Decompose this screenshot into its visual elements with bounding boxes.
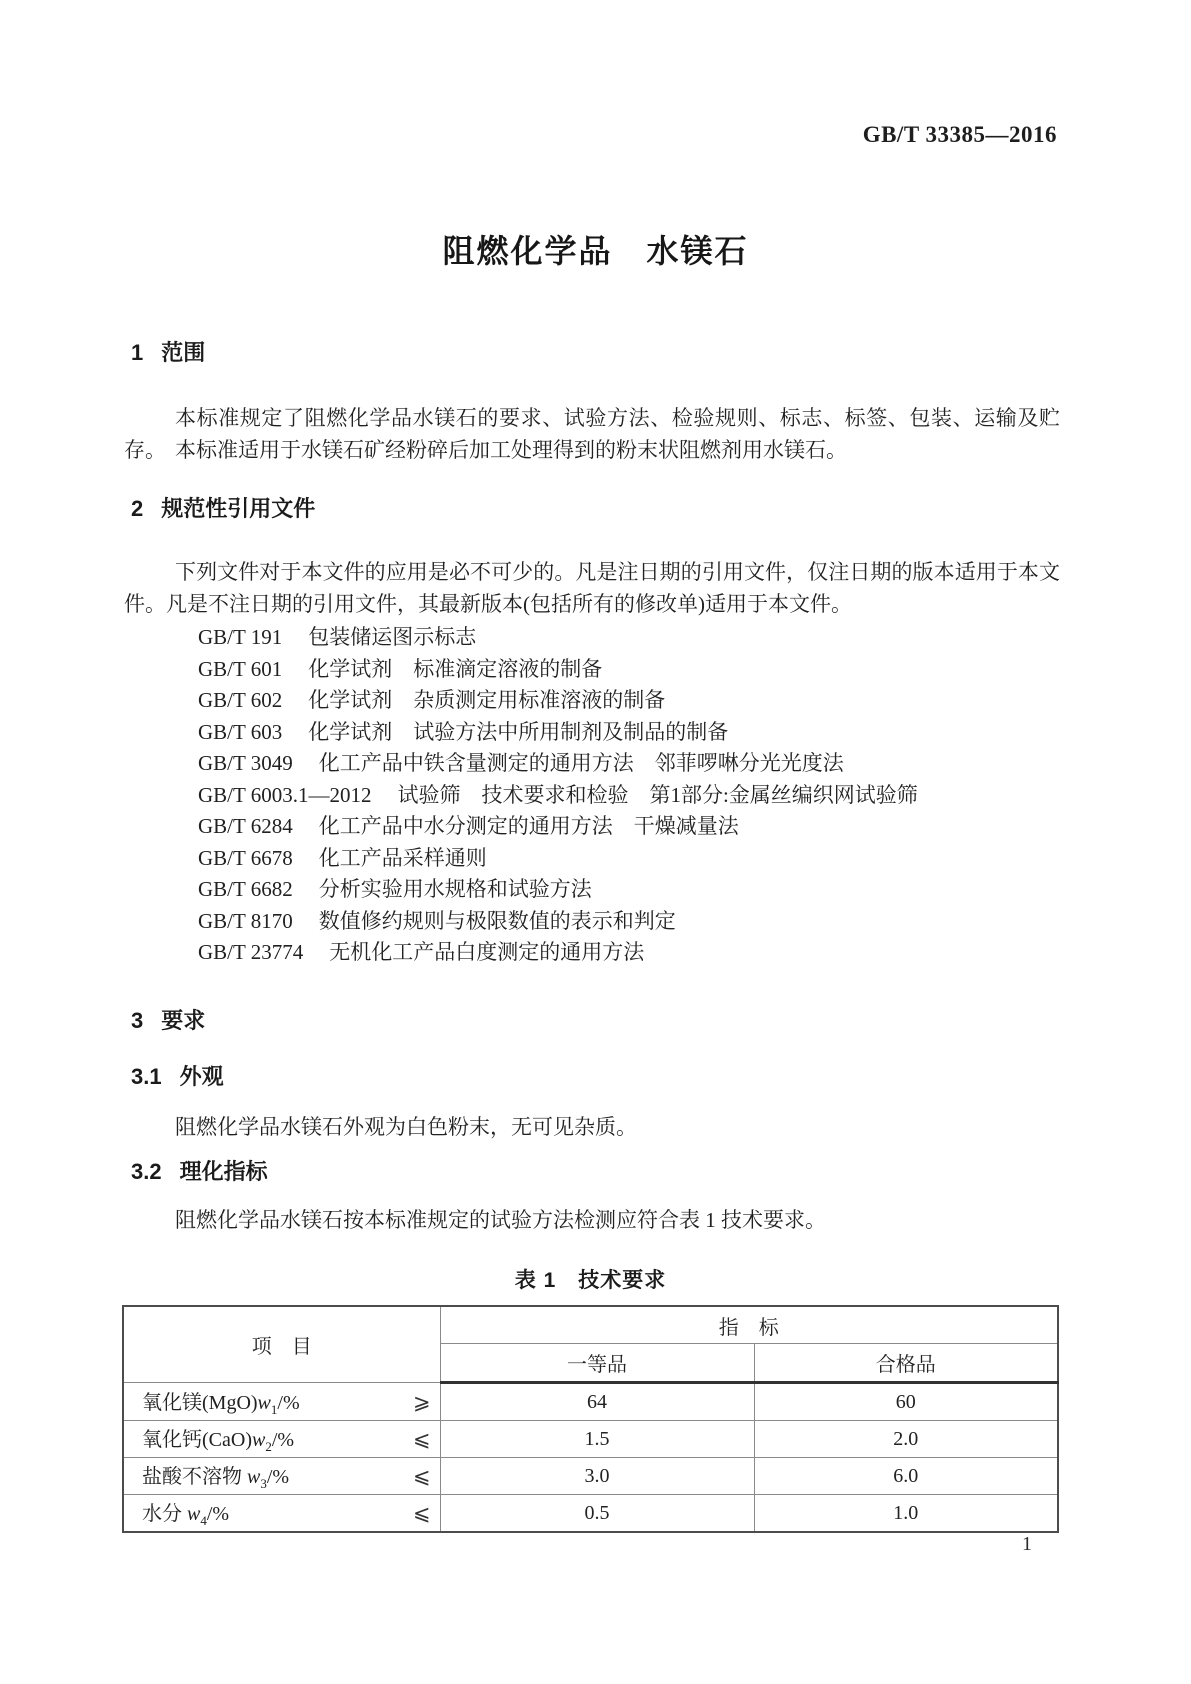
reference-item: [198, 874, 1068, 906]
section-title: 理化指标: [179, 1159, 268, 1184]
item-text: 氧化钙(CaO): [142, 1429, 252, 1451]
item-subscript: 1: [270, 1401, 278, 1417]
technical-requirements-table: [122, 1305, 1059, 1533]
reference-item: [198, 843, 1068, 875]
reference-code: GB/T 603: [198, 719, 283, 744]
table-row: [123, 1383, 1058, 1421]
item-symbol: w: [187, 1503, 201, 1525]
reference-code: GB/T 191: [198, 625, 283, 649]
reference-title: 化学试剂 杂质测定用标准溶液的制备: [308, 688, 666, 712]
reference-item: [198, 780, 1068, 812]
normative-references-list: [198, 622, 1068, 969]
reference-title: 试验筛 技术要求和检验 第1部分:金属丝编织网试验筛: [397, 782, 918, 807]
relation-symbol: ⩾: [412, 1389, 431, 1414]
grade1-value: 1.5: [440, 1421, 754, 1458]
table-row: [123, 1458, 1058, 1495]
reference-title: 包装储运图示标志: [308, 625, 477, 649]
reference-code: GB/T 6003.1—2012: [198, 782, 372, 807]
item-cell: [123, 1421, 440, 1458]
column-header-index: 指 标: [440, 1306, 1058, 1344]
item-content: [124, 1497, 440, 1529]
page-number: 1: [1022, 1533, 1032, 1555]
reference-code: GB/T 6284: [198, 814, 293, 838]
title-part-1: 阻燃化学品: [442, 233, 613, 269]
section-3-1-paragraph: 阻燃化学品水镁石外观为白色粉末，无可见杂质。: [175, 1115, 637, 1139]
standard-code: GB/T 33385—2016: [862, 122, 1057, 147]
item-content: [124, 1423, 440, 1455]
reference-code: GB/T 6682: [198, 877, 293, 901]
grade2-value: 60: [754, 1383, 1058, 1421]
section-3-2-paragraph: 阻燃化学品水镁石按本标准规定的试验方法检测应符合表 1 技术要求。: [175, 1208, 826, 1232]
section-number: 2: [131, 496, 144, 521]
item-name: [142, 1423, 294, 1455]
reference-title: 化工产品中铁含量测定的通用方法 邻菲啰啉分光光度法: [318, 751, 844, 775]
title-part-2: 水镁石: [646, 233, 749, 269]
section-number: 3.1: [131, 1064, 162, 1089]
item-symbol: w: [257, 1391, 271, 1414]
grade1-value: 0.5: [440, 1495, 754, 1533]
section-title: 要求: [161, 1008, 206, 1033]
section-number: 1: [131, 340, 144, 365]
table-row: [123, 1421, 1058, 1458]
item-cell: [123, 1458, 440, 1495]
reference-code: GB/T 23774: [198, 940, 304, 964]
reference-item: [198, 937, 1068, 969]
grade1-value: 64: [440, 1383, 754, 1421]
column-header-grade2: 合格品: [754, 1344, 1058, 1383]
reference-code: GB/T 602: [198, 688, 283, 712]
section-1-paragraph-1: 本标准规定了阻燃化学品水镁石的要求、试验方法、检验规则、标志、标签、包装、运输及贮存。: [124, 406, 1060, 462]
column-header-item: 项 目: [123, 1306, 440, 1383]
reference-title: 数值修约规则与极限数值的表示和判定: [318, 908, 676, 933]
section-1-heading: [131, 340, 205, 366]
item-symbol: w: [247, 1466, 261, 1488]
reference-item: [198, 685, 1068, 717]
section-3-1-heading: [131, 1064, 224, 1090]
item-name: [142, 1386, 300, 1418]
item-name: [142, 1460, 289, 1492]
reference-code: GB/T 8170: [198, 908, 293, 933]
grade1-value: 3.0: [440, 1458, 754, 1495]
item-text: 氧化镁(MgO): [142, 1391, 258, 1414]
section-1-paragraph-2: 本标准适用于水镁石矿经粉碎后加工处理得到的粉末状阻燃剂用水镁石。: [175, 438, 847, 462]
reference-title: 化学试剂 标准滴定溶液的制备: [308, 656, 603, 681]
column-header-grade1: 一等品: [440, 1344, 754, 1383]
item-text: 水分: [142, 1503, 187, 1525]
section-title: 外观: [179, 1064, 224, 1089]
section-title: 规范性引用文件: [161, 496, 316, 521]
reference-title: 化学试剂 试验方法中所用制剂及制品的制备: [308, 719, 729, 744]
relation-symbol: ⩽: [412, 1427, 431, 1451]
reference-title: 无机化工产品白度测定的通用方法: [329, 940, 645, 964]
item-subscript: 2: [265, 1439, 272, 1454]
reference-code: GB/T 6678: [198, 845, 293, 870]
section-3-heading: [131, 1008, 205, 1034]
section-3-2-heading: [131, 1159, 268, 1185]
item-subscript: 3: [260, 1476, 267, 1491]
item-content: [124, 1460, 440, 1492]
grade2-value: 1.0: [754, 1495, 1058, 1533]
reference-item: [198, 748, 1068, 780]
reference-item: [198, 811, 1068, 843]
item-unit: /%: [206, 1503, 230, 1525]
item-name: [142, 1497, 229, 1529]
item-unit: /%: [271, 1429, 295, 1451]
item-symbol: w: [251, 1429, 266, 1451]
section-2-heading: [131, 496, 315, 522]
reference-code: GB/T 3049: [198, 751, 293, 775]
table-1: [122, 1305, 1059, 1533]
relation-symbol: ⩽: [412, 1501, 431, 1525]
item-subscript: 4: [200, 1513, 207, 1528]
relation-symbol: ⩽: [412, 1464, 431, 1488]
reference-item: [198, 622, 1068, 654]
item-unit: /%: [266, 1466, 290, 1488]
table-1-caption: 表 1 技术要求: [514, 1269, 667, 1292]
section-title: 范围: [161, 340, 206, 365]
reference-title: 化工产品采样通则: [318, 845, 487, 870]
section-number: 3: [131, 1008, 144, 1033]
item-cell: [123, 1495, 440, 1533]
reference-code: GB/T 601: [198, 656, 283, 681]
grade2-value: 2.0: [754, 1421, 1058, 1458]
reference-item: [198, 717, 1068, 749]
table-row: [123, 1495, 1058, 1533]
section-2-intro-paragraph: 下列文件对于本文件的应用是必不可少的。凡是注日期的引用文件，仅注日期的版本适用于本文件。凡是不注日期的引用文件，其最新版本(包括所有的修改单)适用于本文件。: [124, 560, 1060, 616]
section-number: 3.2: [131, 1159, 162, 1184]
reference-title: 分析实验用水规格和试验方法: [318, 877, 592, 901]
item-unit: /%: [277, 1391, 300, 1414]
reference-title: 化工产品中水分测定的通用方法 干燥减量法: [318, 814, 739, 838]
table-header-row-1: [123, 1306, 1058, 1344]
item-text: 盐酸不溶物: [142, 1466, 247, 1488]
reference-item: [198, 906, 1068, 938]
document-title: [0, 226, 1191, 272]
reference-item: [198, 654, 1068, 686]
grade2-value: 6.0: [754, 1458, 1058, 1495]
item-content: [124, 1386, 440, 1418]
item-cell: [123, 1383, 440, 1421]
